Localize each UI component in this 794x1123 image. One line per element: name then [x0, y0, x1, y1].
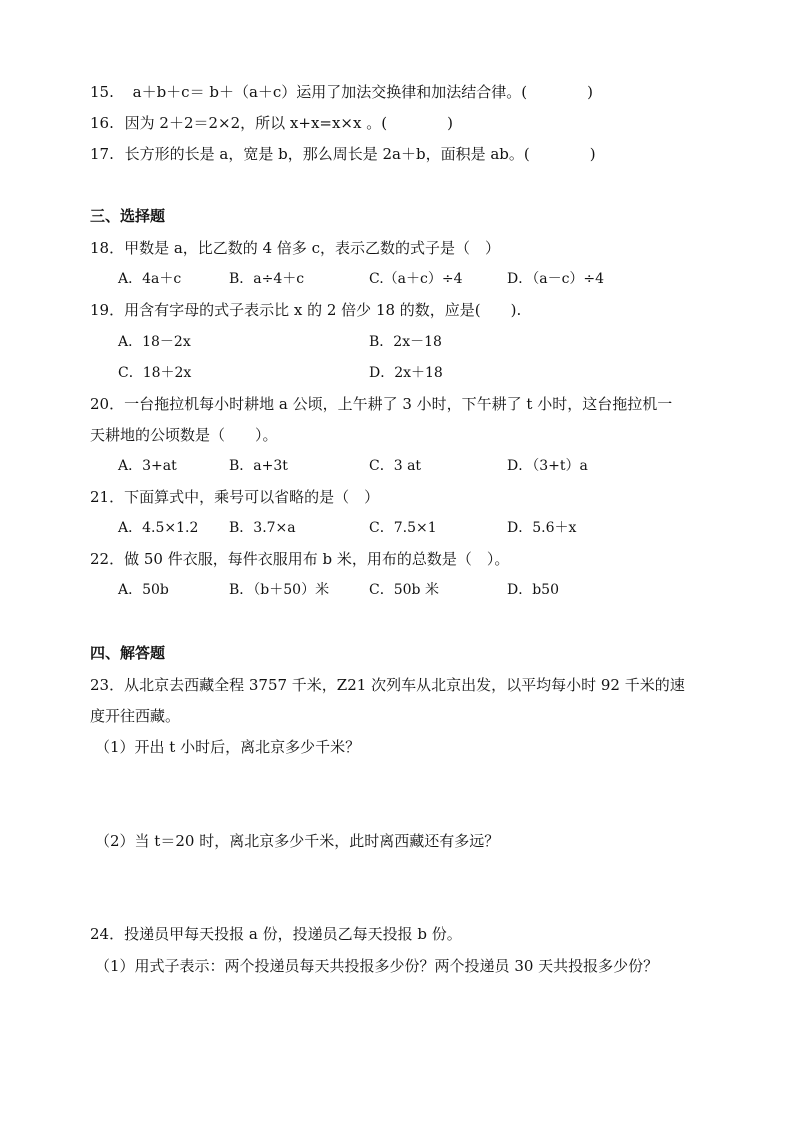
option-a[interactable]: A．50b: [118, 582, 169, 598]
question-text: 长方形的长是 a，宽是 b，那么周长是 2a＋b，面积是 ab。( ): [124, 145, 596, 163]
question-17: [90, 144, 704, 164]
question-19: [90, 300, 704, 320]
question-21: [90, 487, 704, 507]
question-text: 下面算式中，乘号可以省略的是（ ）: [124, 488, 380, 506]
option-a[interactable]: A．4.5×1.2: [118, 520, 199, 536]
question-20: [90, 394, 704, 414]
option-b[interactable]: B．2x－18: [369, 334, 442, 350]
question-number: 15.: [90, 83, 114, 101]
question-number: 21．: [90, 488, 125, 506]
question-23-continued: 度开往西藏。: [90, 707, 181, 725]
question-text: 一台拖拉机每小时耕地 a 公顷，上午耕了 3 小时，下午耕了 t 小时，这台拖拉机一: [124, 395, 673, 413]
question-text: 做 50 件衣服，每件衣服用布 b 米，用布的总数是（ ）。: [124, 550, 510, 568]
option-d[interactable]: D．5.6＋x: [507, 520, 577, 536]
question-24-part-1: （1）用式子表示：两个投递员每天共投报多少份？两个投递员 30 天共投报多少份？: [95, 957, 659, 975]
question-18: [90, 238, 704, 258]
option-d[interactable]: D．2x＋18: [369, 365, 443, 381]
option-a[interactable]: A．18－2x: [118, 334, 191, 350]
question-24: [90, 924, 704, 944]
section-title-answer: 四、解答题: [90, 644, 166, 662]
section-title-choice: 三、选择题: [90, 207, 166, 225]
question-23-part-2: （2）当 t＝20 时，离北京多少千米，此时离西藏还有多远？: [95, 832, 500, 850]
option-b[interactable]: B．（b＋50）米: [229, 582, 330, 598]
option-c[interactable]: C．50b 米: [369, 582, 439, 598]
option-d[interactable]: D．b50: [507, 582, 560, 598]
question-text: 甲数是 a，比乙数的 4 倍多 c，表示乙数的式子是（ ）: [124, 239, 501, 257]
question-20-continued: 天耕地的公顷数是（ ）。: [90, 426, 278, 444]
option-c[interactable]: C．7.5×1: [369, 520, 437, 536]
option-c[interactable]: C.（a＋c）÷4: [369, 271, 463, 287]
question-22: [90, 549, 704, 569]
question-16: [90, 113, 704, 133]
option-a[interactable]: A．4a＋c: [118, 271, 182, 287]
option-c[interactable]: C．18＋2x: [118, 365, 192, 381]
question-number: 24．: [90, 925, 125, 943]
question-23: [90, 675, 704, 695]
question-number: 17.: [90, 145, 114, 163]
question-text: 用含有字母的式子表示比 x 的 2 倍少 18 的数，应是( ).: [124, 301, 522, 319]
question-text: 投递员甲每天投报 a 份，投递员乙每天投报 b 份。: [124, 925, 462, 943]
question-number: 19．: [90, 301, 125, 319]
option-a[interactable]: A．3+at: [118, 458, 177, 474]
option-d[interactable]: D．（3+t）a: [507, 458, 588, 474]
question-text: 因为 2＋2＝2×2，所以 x+x=x×x 。( ): [124, 114, 453, 132]
question-text: 从北京去西藏全程 3757 千米，Z21 次列车从北京出发，以平均每小时 92 千米的速: [124, 676, 685, 694]
question-number: 22．: [90, 550, 125, 568]
question-number: 16.: [90, 114, 114, 132]
option-d[interactable]: D．（a－c）÷4: [507, 271, 605, 287]
option-b[interactable]: B．a+3t: [229, 458, 288, 474]
question-23-part-1: （1）开出 t 小时后，离北京多少千米？: [95, 738, 361, 756]
question-number: 18．: [90, 239, 125, 257]
question-15: [90, 82, 704, 102]
question-number: 23．: [90, 676, 125, 694]
option-b[interactable]: B．3.7×a: [229, 520, 296, 536]
option-b[interactable]: B．a÷4＋c: [229, 271, 305, 287]
question-text: a＋b＋c＝ b＋（a＋c）运用了加法交换律和加法结合律。( ): [132, 83, 594, 101]
option-c[interactable]: C．3 at: [369, 458, 422, 474]
question-number: 20．: [90, 395, 125, 413]
